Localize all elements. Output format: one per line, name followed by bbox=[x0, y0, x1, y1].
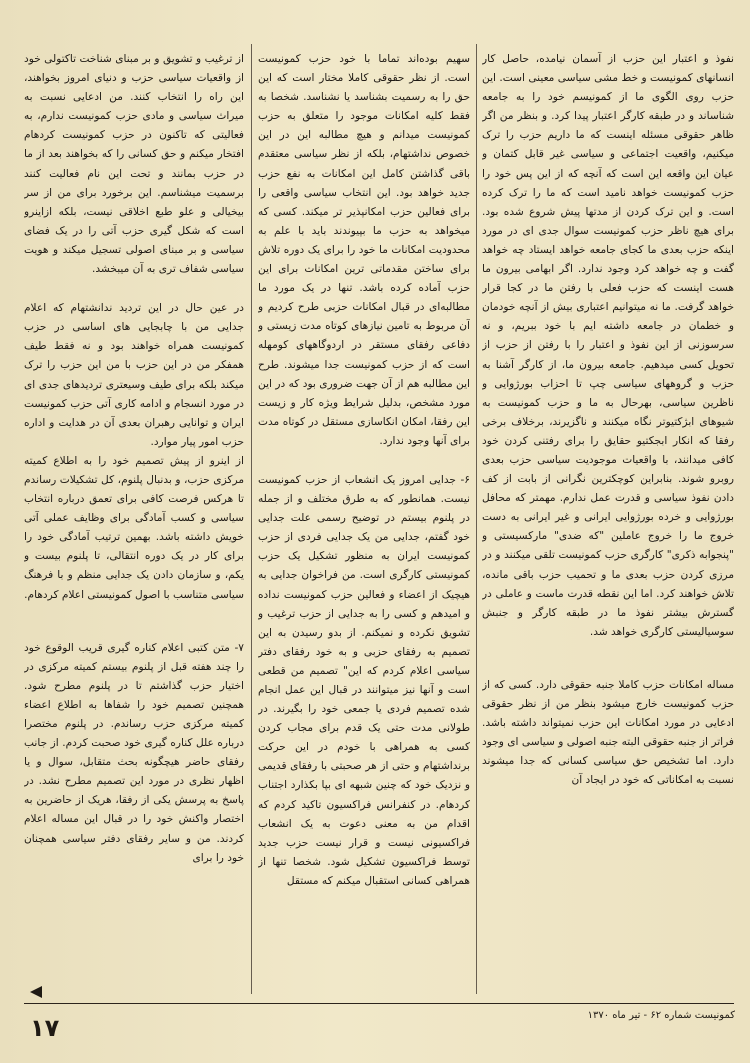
page-number: ۱۷ bbox=[30, 1014, 60, 1042]
text-column-left bbox=[24, 50, 244, 992]
paragraph: از ترغیب و تشویق و بر مبنای شناخت تاکتولی خود از واقعیات سیاسی حزب و دنیای امروز بخواهند، این راه را انتخاب کنند. من ادعایی نسبت به میراث سیاسی و مادی حزب کمونیست ندارم، به فعالیتی که تاکنون در حزب کمونیست کردهام افتخار میکنم و حق کسانی را که بخواهند بعد از ما در حزب بمانند و تحت این نام فعالیت کنند برسمیت میشناسم. این برخورد برای من از سر بیخیالی و علو طبع اخلاقی نیست، بلکه ازاینرو است که شکل گیری حزب آتی را در یک فضای سیاسی و بر مبنای اصولی تسجیل میکند و هویت سیاسی شفاف تری به آن میبخشد. bbox=[24, 53, 244, 276]
continue-arrow-icon bbox=[30, 986, 42, 998]
footer-rule bbox=[24, 1003, 734, 1004]
text-column-right bbox=[482, 50, 734, 992]
paragraph: سهیم بوده‌اند تماما با خود حزب کمونیست است. از نظر حقوقی کاملا مختار است که این حق را به رسمیت بشناسد یا نشناسد. شخصا به فقط کلیه امکانات موجود را متعلق به حزب کمونیست میدانم و هیچ مطالبه این در این خصوص نداشتهام، بلکه از نظر سیاسی معتقدم باقی گذاشتن کامل این امکانات به نفع حزب جدید خواهد بود. این انتخاب سیاسی واقعی را برای فعالین حزب امکانپذیر تر میکند. کسی که میخواهد به حزب ما بپیوندند باید با علم به محدودیت امکانات ما خود را برای یک دوره تلاش برای ساختن مقدماتی ترین امکانات برای این حزب آماده کرده باشد. تنها در یک مورد ما مطالبه‌ای در قبال امکانات حزبی طرح کردیم و آن مربوط به تامین نیازهای کوتاه مدت زیستی و دفاعی رفقای مستقر در اردوگاههای کومهله است که از حزب کمونیست جدا میشوند. طرح این مطالبه هم از آن جهت ضروری بود که در این مورد مشخص، بدلیل شرایط ویژه کار و زیست این رفقا، امکان انکاسازی مستقل در کوتاه مدت برای آنها وجود ندارد. bbox=[258, 53, 470, 447]
column-divider bbox=[251, 44, 252, 994]
footer-issue-line: کمونیست شماره ۶۲ - تیر ماه ۱۳۷۰ bbox=[587, 1010, 735, 1021]
paragraph: مساله امکانات حزب کاملا جنبه حقوقی دارد. کسی که از حزب کمونیست خارج میشود بنظر من از نظر حقوقی ادعایی در مورد امکانات این حزب نمیتواند داشته باشد. فراتر از جنبه حقوقی البته جنبه اصولی و سیاسی ای وجود دارد. اما تشخیص حق سیاسی کسانی که جدا میشوند نسبت به امکاناتی که خود در ایجاد آن bbox=[482, 678, 734, 787]
paragraph: از اینرو از پیش تصمیم خود را به اطلاع کمیته مرکزی حزب، و بدنبال پلنوم، کل تشکیلات رساندم تا هرکس فرصت کافی برای تعمق درباره انتخاب سیاسی و کسب آمادگی برای وظایف عملی آتی خویش داشته باشد. بهمین ترتیب آمادگی خود را برای کار در یک دوره انتقالی، تا پلنوم بیست و یکم، و سازمان دادن یک جدایی منظم و با فرهنگ سیاسی متناسب با اصول کمونیستی اعلام کردهام. bbox=[24, 454, 244, 601]
paragraph: در عین حال در این تردید ندانشتهام که اعلام جدایی من با چابجایی های اساسی در حزب کمونیست همراه خواهند بود و نه فقط طیف همفکر من در این حزب با من این حزب را ترک میکند بلکه برای طیف وسیعتری تردیدهای جدی ای در مورد انسجام و ادامه کاری آتی حزب کمونیست ایران و توانایی رهبران بعدی آن در هدایت و اداره حزب امور پیار موارد. bbox=[24, 302, 244, 448]
paragraph: ۷- متن کتبی اعلام کناره گیری قریب الوقوع خود را چند هفته قبل از پلنوم بیستم کمیته مرکزی در اختیار حزب گذاشتم تا در پلنوم مطرح شود. همچنین تصمیم خود را شفاها به اطلاع اعضاء کمیته مرکزی حزب رساندم. در پلنوم مختصرا درباره علل کناره گیری خود صحبت کردم. از جانب رفقای حاضر هیچگونه بحث متقابل، سوال و یا اظهار نظری در مورد این تصمیم مطرح نشد. در پاسخ به پرسش یکی از رفقا، هریک از حاضرین به اختصار واکنش خود را در قبال این مساله اعلام کردند. من و سایر رفقای دفتر سیاسی همچنان خود را برای bbox=[24, 641, 244, 864]
column-divider bbox=[476, 44, 477, 994]
paragraph: ۶- جدایی امروز یک انشعاب از حزب کمونیست نیست. همانطور که به طرق مختلف و از جمله در پلنوم بیستم در توضیح رسمی علت جدایی خود گفتم، جدایی من یک جدایی فردی از حزب کمونیست ایران به منظور تشکیل یک حزب کمونیستی کارگری است. من فراخوان جدایی به هیچیک از اعضاء و فعالین حزب کمونیست نداده و امیدهم و کسی را به جدایی از حزب ترغیب و تشویق نکرده و نمیکنم. از بدو رسیدن به این تصمیم به رفقای حزبی و به خود رفقای دفتر سیاسی اعلام کردم که این" تصمیم من قطعی است و آنها نیز میتوانند در قبال این عمل انجام شده تصمیم فردی یا جمعی خود را بگیرند. در طولانی مدت حتی یک قدم برای مجاب کردن کسی به همراهی با خودم در این حرکت برنداشتهام و حتی از هر صحبتی با رفقای قدیمی و نزدیک خود که چنین شبهه ای بپا بکذارد اجتناب کردهام. در کنفرانس فراکسیون تاکید کردم که اقدام من به معنی دعوت به یک انشعاب فراکسیونی نیست و قرار نیست حزب جدید توسط فراکسیون تشکیل شود. شخصا تنها از همراهی کسانی استقبال میکنم که مستقل bbox=[258, 473, 470, 887]
paragraph: نفوذ و اعتبار این حزب از آسمان نیامده، حاصل کار انسانهای کمونیست و خط مشی سیاسی معینی است. این حزب روی الگوی ما از کمونیسم خود را به جامعه شناساند و در طبقه کارگر اعتبار پیدا کرد. و بنظر من اگر ظاهر حقوقی مسئله اینست که ما داریم حزب را ترک میکنیم، واقعیت اجتماعی و سیاسی غیر قابل کتمان و عیان این واقعه این است که آنچه که از این پس خود را حزب کمونیست خواهد نامید است که ما را ترک کرده است. و این ترک کردن از مدتها پیش شروع شده بود. برای هیچ ناظر حزب کمونیست سوال جدی ای در مورد اینکه حزب بعدی ما کجای جامعه خواهد ایستاد چه خواهد گفت و چه خواهد کرد وجود ندارد. اگر ابهامی بیرون ما هست اینست که حزب فعلی با رفتن ما در کجا قرار خواهد گرفت. ما نه میتوانیم اعتباری بیش از آنچه خودمان و خطمان در جامعه داشته ایم با خود ببریم، و نه سرسوزنی از این نفوذ و اعتبار را با رفتن از حزب از تحویل کسی میدهیم. جامعه بیرون ما، از کارگر آشنا به حزب و گروههای سیاسی چپ تا احزاب بورژوایی و ناظرین سیاسی، بهرحال به ما و حزب کمونیست به شیوهای ابژکتیوتر نگاه میکنند و ناگزیرند، برخلاف برخی رفقا که انکار ابجکتیو حقایق را برای رفتنی کردن خود کافی میدانند، با واقعیات موجودیت سیاسی حزب بعدی روبرو شوند. بنابراین کوچکترین نگرانی از بابت از کف دادن نفوذ سیاسی و قدرت عمل ندارم. مهمتر که محافل بورژوایی و خرده بورژوایی ایرانی و غیر ایرانی به دست خروج ما را خروج عاملین "که ضدی" مارکسیستی و "پنجوابه ذکری" کارگری حزب کمونیست تلقی میکنند و در مرزی کردن حزب بعدی ما و تحمیب حزب باقی مانده، تلاش خواهند کرد. اما این نقطه قدرت ماست و عاملی در گسترش بیشتر نفوذ ما در طبقه کارگر و جنبش سوسیالیستی کارگری خواهد شد. bbox=[482, 53, 734, 638]
text-column-middle bbox=[258, 50, 470, 992]
